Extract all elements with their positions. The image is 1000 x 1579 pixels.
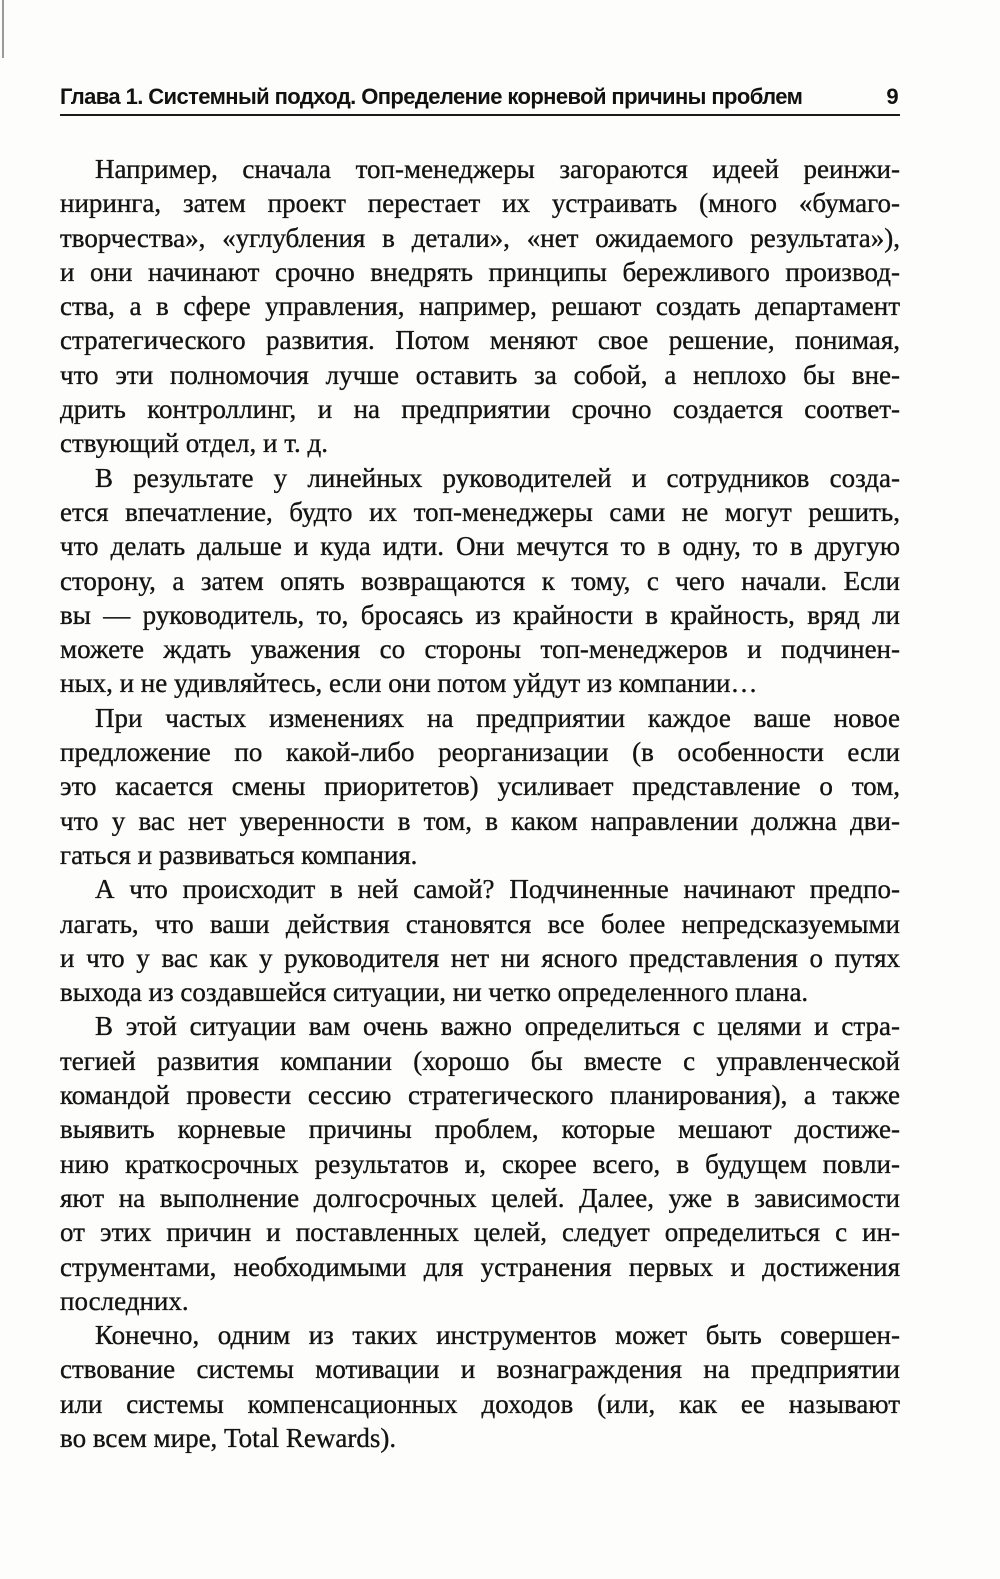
text-line: ства, а в сфере управления, например, решают создать департамент — [60, 291, 900, 322]
text-line: дрить контроллинг, и на предприятии срочно создается соответ- — [60, 394, 900, 425]
text-line: сторону, а затем опять возвращаются к тому, с чего начали. Если — [60, 565, 900, 596]
text-line: В результате у линейных руководителей и сотрудников созда- — [95, 462, 900, 493]
text-line: что делать дальше и куда идти. Они мечутся то в одну, то в другую — [60, 531, 900, 562]
text-line: А что происходит в ней самой? Подчиненные начинают предпо- — [95, 874, 900, 905]
text-line: нию краткосрочных результатов и, скорее всего, в будущем повли- — [60, 1148, 900, 1179]
paragraph — [60, 1009, 900, 1318]
paragraph — [60, 152, 900, 461]
text-line: При частых изменениях на предприятии каждое ваше новое — [95, 702, 900, 733]
page-edge-mark — [2, 0, 4, 58]
text-line: вы — руководитель, то, бросаясь из крайности в крайность, вряд ли — [60, 599, 900, 630]
paragraph — [60, 461, 900, 701]
paragraph — [60, 701, 900, 872]
text-line: или системы компенсационных доходов (или, как ее называют — [60, 1388, 900, 1419]
text-line: лагать, что ваши действия становятся все более непредсказуемыми — [60, 908, 900, 939]
text-line: что у вас нет уверенности в том, в каком направлении должна дви- — [60, 805, 900, 836]
text-line: творчества», «углубления в детали», «нет ожидаемого результата»), — [60, 222, 900, 253]
text-line: ется впечатление, будто их топ-менеджеры сами не могут решить, — [60, 496, 900, 527]
text-line: ниринга, затем проект перестает их устраивать (много «бумаго- — [60, 188, 900, 219]
text-line: яют на выполнение долгосрочных целей. Далее, уже в зависимости — [60, 1182, 900, 1213]
text-line: гаться и развиваться компания. — [60, 839, 418, 870]
text-line: и они начинают срочно внедрять принципы бережливого производ- — [60, 256, 900, 287]
paragraph — [60, 872, 900, 1009]
text-line: В этой ситуации вам очень важно определиться с целями и стра- — [95, 1011, 900, 1042]
text-line: во всем мире, Total Rewards). — [60, 1422, 397, 1453]
text-line: тегией развития компании (хорошо бы вместе с управленческой — [60, 1045, 900, 1076]
text-line: выхода из создавшейся ситуации, ни четко определенного плана. — [60, 977, 809, 1008]
text-line: что эти полномочия лучше оставить за собой, а неплохо бы вне- — [60, 359, 900, 390]
text-line: от этих причин и поставленных целей, следует определиться с ин- — [60, 1217, 900, 1248]
text-line: предложение по какой-либо реорганизации (в особенности если — [60, 737, 900, 768]
text-line: ных, и не удивляйтесь, если они потом уйдут из компании… — [60, 668, 758, 699]
body-text — [60, 152, 900, 1455]
text-line: и что у вас как у руководителя нет ни ясного представления о путях — [60, 942, 900, 973]
paragraph — [60, 1318, 900, 1455]
page-number: 9 — [886, 84, 898, 109]
chapter-title: Глава 1. Системный подход. Определение корневой причины проблем — [60, 84, 803, 109]
text-line: струментами, необходимыми для устранения первых и достижения — [60, 1251, 900, 1282]
running-header — [60, 80, 900, 116]
text-line: ствование системы мотивации и вознаграждения на предприятии — [60, 1354, 900, 1385]
text-line: можете ждать уважения со стороны топ-менеджеров и подчинен- — [60, 634, 900, 665]
text-line: последних. — [60, 1285, 189, 1316]
text-line: стратегического развития. Потом меняют свое решение, понимая, — [60, 325, 900, 356]
text-line: командой провести сессию стратегического планирования), а также — [60, 1080, 900, 1111]
text-line: ствующий отдел, и т. д. — [60, 428, 328, 459]
text-line: Например, сначала топ-менеджеры загораются идеей реинжи- — [95, 154, 900, 184]
text-line: выявить корневые причины проблем, которые мешают достиже- — [60, 1114, 900, 1145]
text-line: Конечно, одним из таких инструментов может быть совершен- — [95, 1320, 900, 1351]
text-line: это касается смены приоритетов) усиливает представление о том, — [60, 771, 900, 802]
